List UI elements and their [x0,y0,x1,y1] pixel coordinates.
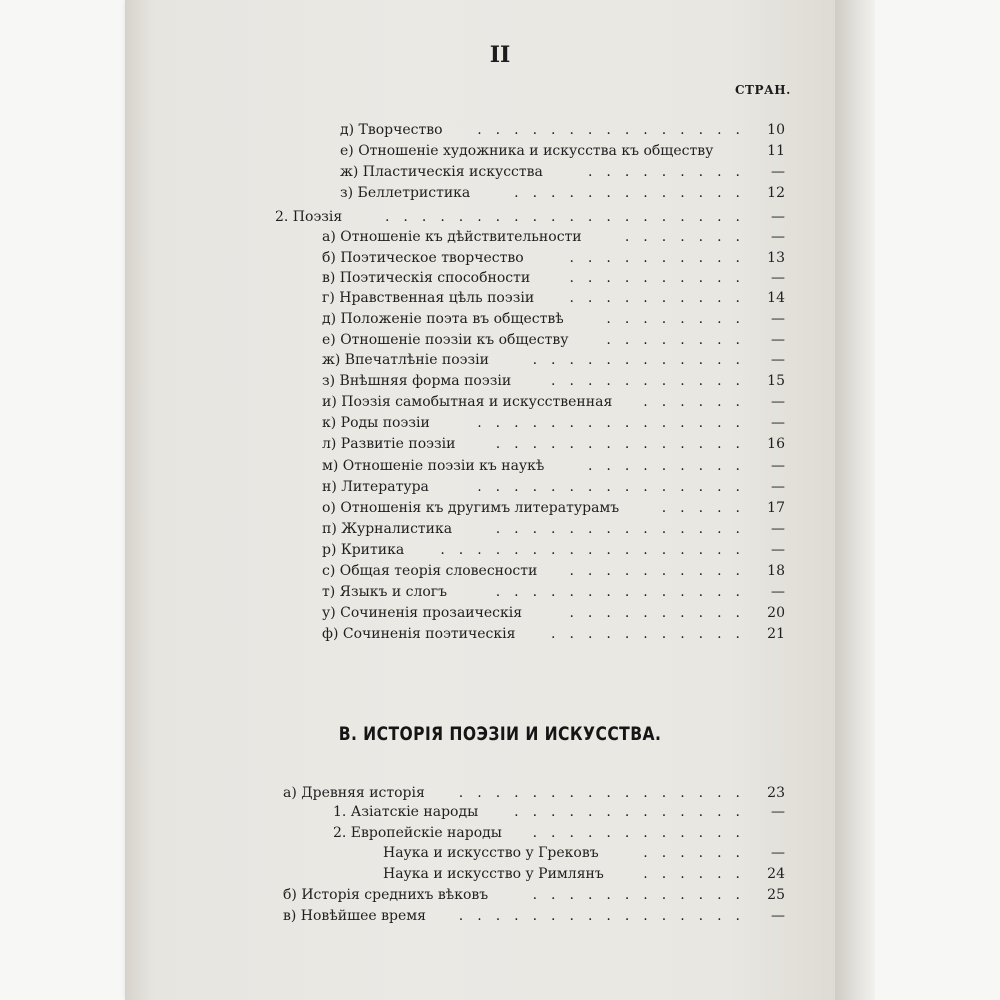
toc-entry [0,521,1000,541]
toc-entry-page: 24 [767,866,785,882]
toc-entry [0,584,1000,604]
leader-dots: . . . . . . . . . . . . [518,887,740,903]
leader-dots: . . . . . . [629,866,740,882]
section-title: В. ИСТОРІЯ ПОЭЗІИ И ИСКУССТВА. [338,723,662,745]
toc-entry-label: д) Творчество [340,122,443,138]
toc-entry [0,845,1000,865]
leader-dots: . . . . . . . . . . . . . . . . [444,785,740,801]
toc-entry [0,605,1000,625]
leader-dots: . . . . . . . . . . . . . . . . . . . . [370,209,740,225]
toc-entry-page: 15 [767,373,785,389]
toc-entry-page: — [771,845,785,861]
toc-entry-page: 23 [767,785,785,801]
toc-entry-label: у) Сочиненія прозаическія [322,605,523,621]
toc-entry-label: а) Древняя исторія [283,785,425,801]
toc-entry-page: — [771,270,785,286]
toc-entry-label: Наука и искусство у Римлянъ [383,866,604,882]
toc-entry-page: 10 [767,122,785,138]
toc-entry-page: — [771,415,785,431]
toc-entry [0,436,1000,456]
leader-dots: . . . . . . . . . . [555,563,740,579]
toc-entry [0,479,1000,499]
leader-dots: . . . . . . . . . . . . . . . [463,122,740,138]
leader-dots: . . . . . . . . . . . . . . [481,436,740,452]
leader-dots: . . . . . . . . . . . . . . . [463,479,740,495]
toc-entry [0,394,1000,414]
leader-dots: . . . . . . . . . . [555,250,740,266]
leader-dots: . . . . . . [629,394,740,410]
toc-entry-label: б) Исторія среднихъ вѣковъ [283,887,489,903]
toc-entry-label: 2. Европейскіе народы [333,825,502,841]
toc-entry [0,250,1000,270]
toc-entry [0,352,1000,372]
toc-entry [0,415,1000,435]
leader-dots: . . . . . . . . . . . . . . . . . [426,542,740,558]
toc-entry [0,866,1000,886]
toc-entry-page: 14 [767,290,785,306]
toc-entry-page: — [771,209,785,225]
toc-entry-page: 21 [767,626,785,642]
toc-entry [0,500,1000,520]
toc-entry-label: ж) Впечатлѣніе поэзіи [322,352,489,368]
toc-entry-label: ф) Сочиненія поэтическія [322,626,516,642]
toc-entry-page: 18 [767,563,785,579]
toc-entry-label: в) Новѣйшее время [283,908,426,924]
toc-entry [0,122,1000,142]
leader-dots: . . . . . . . [610,229,740,245]
toc-entry [0,887,1000,907]
toc-entry-page: 13 [767,250,785,266]
toc-entry-label: е) Отношеніе художника и искусства къ обществу [340,143,714,159]
leader-dots: . . . . . . . . . . . [537,626,740,642]
toc-entry-label: Наука и искусство у Грековъ [383,845,599,861]
toc-entry [0,458,1000,478]
toc-entry-page: 25 [767,887,785,903]
toc-entry-page: — [771,458,785,474]
toc-entry-page: — [771,164,785,180]
toc-entry [0,542,1000,562]
leader-dots: . . . . . . . . . . [555,605,740,621]
leader-dots: . . . . . . . . . . . . . [500,804,740,820]
toc-entry [0,290,1000,310]
toc-entry-label: к) Роды поэзіи [322,415,430,431]
toc-entry-label: 2. Поэзія [275,209,343,225]
toc-entry-page: 11 [767,143,785,159]
toc-entry [0,332,1000,352]
leader-dots: . . . . . . . . . . . . . . . . [444,908,740,924]
leader-dots: . . . . . . . . . . . . . . [481,584,740,600]
toc-entry [0,185,1000,205]
toc-entry-page: — [771,311,785,327]
toc-entry-label: з) Беллетристика [340,185,471,201]
toc-entry [0,785,1000,805]
toc-entry-label: д) Положеніе поэта въ обществѣ [322,311,564,327]
toc-entry [0,209,1000,229]
toc-entry-page: — [771,542,785,558]
toc-entry-label: е) Отношеніе поэзіи къ обществу [322,332,569,348]
toc-entry-label: в) Поэтическія способности [322,270,531,286]
leader-dots: . . . . . . . . . . [555,270,740,286]
toc-entry [0,311,1000,331]
toc-entry-page: 16 [767,436,785,452]
toc-entry-label: р) Критика [322,542,405,558]
toc-entry-page: 12 [767,185,785,201]
toc-entry-label: г) Нравственная цѣль поэзіи [322,290,535,306]
toc-entry-page: 17 [767,500,785,516]
toc-entry-label: п) Журналистика [322,521,453,537]
toc-entry-page: — [771,479,785,495]
toc-entry-label: о) Отношенія къ другимъ литературамъ [322,500,620,516]
leader-dots: . . . . . . . . . . . . [518,825,740,841]
leader-dots: . . . . . . . . . [573,164,740,180]
toc-entry-label: ж) Пластическія искусства [340,164,543,180]
toc-entry [0,804,1000,824]
toc-entry-page: 20 [767,605,785,621]
toc-entry-label: 1. Азіатскіе народы [333,804,479,820]
toc-entry-label: а) Отношеніе къ дѣйствительности [322,229,582,245]
toc-entry-label: з) Внѣшняя форма поэзіи [322,373,512,389]
leader-dots: . . . . . [647,500,740,516]
toc-entry-page: — [771,584,785,600]
toc-entry-label: с) Общая теорія словесности [322,563,538,579]
toc-entry [0,563,1000,583]
toc-entry-label: и) Поэзія самобытная и искусственная [322,394,613,410]
toc-entry-page: — [771,908,785,924]
toc-entry [0,143,1000,163]
toc-entry-page: — [771,394,785,410]
leader-dots: . . . . . . . . . . [555,290,740,306]
toc-entry-label: б) Поэтическое творчество [322,250,524,266]
leader-dots: . . . . . . . . . [573,458,740,474]
toc-entry-label: л) Развитіе поэзіи [322,436,456,452]
page-column-header: СТРАН. [735,83,791,97]
toc-entry [0,908,1000,928]
leader-dots: . . . . . . . . . . . . [518,352,740,368]
toc-entry [0,270,1000,290]
toc-entry [0,229,1000,249]
toc-entry [0,373,1000,393]
leader-dots: . . . . . . . . [592,332,740,348]
toc-entry-page: — [771,332,785,348]
toc-entry-page: — [771,229,785,245]
toc-entry-label: т) Языкъ и слогъ [322,584,448,600]
toc-entry [0,626,1000,646]
toc-entry-label: н) Литература [322,479,429,495]
toc-entry-page: — [771,352,785,368]
leader-dots: . . . . . . [629,845,740,861]
toc-entry-page: — [771,804,785,820]
toc-entry-page: — [771,521,785,537]
page-number: II [489,42,511,68]
leader-dots: . . . . . . . . [592,311,740,327]
toc-entry [0,825,1000,845]
toc-entry-label: м) Отношеніе поэзіи къ наукѣ [322,458,545,474]
leader-dots: . . . . . . . . . . . . . . . [463,415,740,431]
leader-dots: . . . . . . . . . . . [537,373,740,389]
leader-dots: . . . . . . . . . . . . . . [481,521,740,537]
toc-entry [0,164,1000,184]
leader-dots: . . . . . . . . . . . . . [500,185,740,201]
